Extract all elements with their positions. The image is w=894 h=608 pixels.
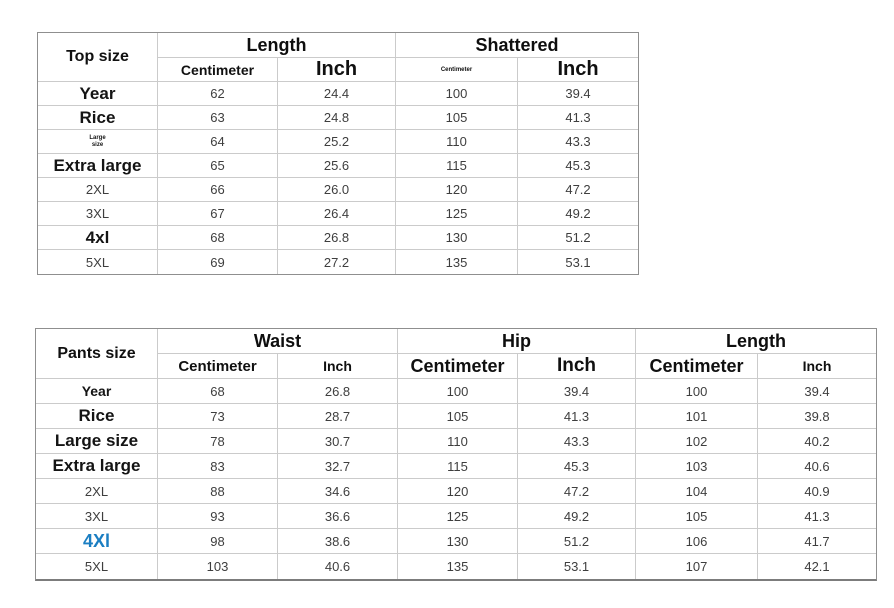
- value-cell: 24.4: [278, 82, 396, 106]
- subheader-waist-inch: Inch: [278, 354, 398, 379]
- size-label: [38, 202, 158, 226]
- value-cell: 62: [158, 82, 278, 106]
- value-cell: 93: [158, 504, 278, 529]
- top-table-group-header-row: [38, 33, 638, 58]
- subheader-shattered-centimeter: Centimeter: [396, 58, 518, 82]
- top-size-table: [37, 32, 639, 275]
- value-cell: 66: [158, 178, 278, 202]
- size-label-text: 4Xl: [82, 530, 111, 551]
- value-cell: 130: [396, 226, 518, 250]
- table-row: [36, 504, 876, 529]
- value-cell: 125: [398, 504, 518, 529]
- size-label-text: Year: [81, 383, 112, 399]
- value-cell: 51.2: [518, 226, 638, 250]
- value-cell: 103: [636, 454, 758, 479]
- subheader-hip-inch: Inch: [518, 354, 636, 379]
- value-cell: 105: [396, 106, 518, 130]
- group-header-length: Length: [158, 33, 396, 58]
- value-cell: 49.2: [518, 504, 636, 529]
- table-row: [36, 404, 876, 429]
- value-cell: 65: [158, 154, 278, 178]
- value-cell: 47.2: [518, 479, 636, 504]
- pants-table-group-header-row: [36, 329, 876, 354]
- value-cell: 39.4: [758, 379, 876, 404]
- value-cell: 101: [636, 404, 758, 429]
- value-cell: 68: [158, 226, 278, 250]
- size-label: [36, 429, 158, 454]
- value-cell: 40.9: [758, 479, 876, 504]
- value-cell: 53.1: [518, 554, 636, 579]
- size-label: [36, 479, 158, 504]
- size-label: [36, 404, 158, 429]
- value-cell: 107: [636, 554, 758, 579]
- size-label-text: 3XL: [84, 508, 109, 524]
- size-label: [36, 379, 158, 404]
- value-cell: 25.2: [278, 130, 396, 154]
- size-label: [36, 504, 158, 529]
- group-header-waist: Waist: [158, 329, 398, 354]
- size-label: [38, 106, 158, 130]
- value-cell: 53.1: [565, 254, 591, 270]
- size-label-text: 5XL: [84, 559, 109, 574]
- value-cell: 106: [636, 529, 758, 554]
- size-label-text: 2XL: [84, 483, 109, 499]
- value-cell: 110: [396, 130, 518, 154]
- table-row: [36, 454, 876, 479]
- subheader-pants-length-centimeter: Centimeter: [636, 354, 758, 379]
- table-row: [38, 154, 638, 178]
- value-cell: 45.3: [518, 154, 638, 178]
- value-cell: 32.7: [278, 454, 398, 479]
- subheader-length-inch: Inch: [278, 58, 396, 82]
- value-cell: 105: [636, 504, 758, 529]
- table-row: [38, 130, 638, 154]
- value-cell: 42.1: [804, 559, 830, 574]
- subheader-shattered-inch: Inch: [518, 58, 638, 82]
- group-header-hip: Hip: [398, 329, 636, 354]
- size-label: [38, 178, 158, 202]
- value-cell: 73: [158, 404, 278, 429]
- value-cell: 102: [636, 429, 758, 454]
- table-row: [38, 226, 638, 250]
- size-label: [36, 554, 158, 579]
- value-cell: 100: [398, 379, 518, 404]
- value-cell: 49.2: [518, 202, 638, 226]
- value-cell: 88: [158, 479, 278, 504]
- subheader-hip-centimeter: Centimeter: [398, 354, 518, 379]
- value-cell: 78: [158, 429, 278, 454]
- subheader-waist-centimeter: Centimeter: [158, 354, 278, 379]
- table-row: [38, 106, 638, 130]
- size-label-text: Rice: [78, 406, 115, 425]
- value-cell: 25.6: [278, 154, 396, 178]
- value-cell: 30.7: [278, 429, 398, 454]
- value-cell: 63: [158, 106, 278, 130]
- size-label-text: Extra large: [52, 456, 141, 475]
- top-table-body: [38, 82, 638, 274]
- value-cell: 43.3: [518, 429, 636, 454]
- value-cell: 98: [158, 529, 278, 554]
- group-header-pants-length: Length: [636, 329, 876, 354]
- table-row: [38, 202, 638, 226]
- group-header-shattered: Shattered: [396, 33, 638, 58]
- size-label-text: 4xl: [85, 227, 110, 247]
- value-cell: 135: [396, 250, 518, 274]
- value-cell: 120: [396, 178, 518, 202]
- value-cell: 41.7: [758, 529, 876, 554]
- value-cell: 51.2: [518, 529, 636, 554]
- value-cell: 69: [158, 250, 278, 274]
- value-cell: 41.3: [758, 504, 876, 529]
- size-label: [38, 82, 158, 106]
- value-cell: 26.0: [278, 178, 396, 202]
- size-label: [36, 454, 158, 479]
- value-cell: 41.3: [518, 106, 638, 130]
- value-cell: 105: [398, 404, 518, 429]
- table-row: [36, 479, 876, 504]
- value-cell: 125: [396, 202, 518, 226]
- value-cell: 68: [158, 379, 278, 404]
- size-label: [38, 250, 158, 274]
- size-label-text: Large size: [54, 431, 139, 450]
- value-cell: 67: [158, 202, 278, 226]
- size-label-text: 3XL: [85, 206, 110, 221]
- value-cell: 26.4: [278, 202, 396, 226]
- table-row: [38, 250, 638, 274]
- size-label: [36, 529, 158, 554]
- value-cell: 28.7: [278, 404, 398, 429]
- value-cell: 83: [158, 454, 278, 479]
- table-row: [36, 429, 876, 454]
- size-label-text: 5XL: [85, 254, 110, 270]
- size-label: [38, 226, 158, 250]
- value-cell: 64: [158, 130, 278, 154]
- value-cell: 38.6: [278, 529, 398, 554]
- value-cell: 40.2: [758, 429, 876, 454]
- size-label-text: Rice: [79, 107, 116, 127]
- value-cell: 100: [636, 379, 758, 404]
- value-cell: 36.6: [278, 504, 398, 529]
- value-cell: 41.3: [518, 404, 636, 429]
- size-label-text: Large size: [89, 134, 106, 148]
- value-cell: 27.2: [278, 250, 396, 274]
- value-cell: 120: [398, 479, 518, 504]
- size-label: [38, 130, 158, 154]
- subheader-pants-length-inch: Inch: [758, 354, 876, 379]
- value-cell: 43.3: [518, 130, 638, 154]
- top-size-corner-header: Top size: [38, 33, 158, 82]
- table-row: [36, 529, 876, 554]
- value-cell: 39.4: [518, 379, 636, 404]
- table-row: [36, 379, 876, 404]
- value-cell: 115: [396, 154, 518, 178]
- size-label-text: 2XL: [85, 182, 110, 197]
- value-cell: 26.8: [278, 226, 396, 250]
- value-cell: 104: [636, 479, 758, 504]
- value-cell: 100: [396, 82, 518, 106]
- value-cell: 115: [398, 454, 518, 479]
- value-cell: 26.8: [278, 379, 398, 404]
- size-label: [38, 154, 158, 178]
- value-cell: 45.3: [518, 454, 636, 479]
- size-label-text: Extra large: [53, 155, 142, 175]
- value-cell: 135: [398, 554, 518, 579]
- value-cell: 47.2: [518, 178, 638, 202]
- pants-size-table: [35, 328, 877, 581]
- value-cell: 40.6: [278, 554, 398, 579]
- value-cell: 110: [398, 429, 518, 454]
- pants-table-body: [36, 379, 876, 579]
- pants-size-corner-header: Pants size: [36, 329, 158, 379]
- subheader-length-centimeter: Centimeter: [158, 58, 278, 82]
- table-row: [38, 178, 638, 202]
- pants-table-subheader-row: [36, 354, 876, 379]
- value-cell: 34.6: [278, 479, 398, 504]
- value-cell: 24.8: [278, 106, 396, 130]
- value-cell: 103: [158, 554, 278, 579]
- value-cell: 130: [398, 529, 518, 554]
- value-cell: 39.8: [758, 404, 876, 429]
- value-cell: 39.4: [518, 82, 638, 106]
- value-cell: 40.6: [758, 454, 876, 479]
- size-label-text: Year: [79, 83, 116, 103]
- table-row: [36, 554, 876, 579]
- table-row: [38, 82, 638, 106]
